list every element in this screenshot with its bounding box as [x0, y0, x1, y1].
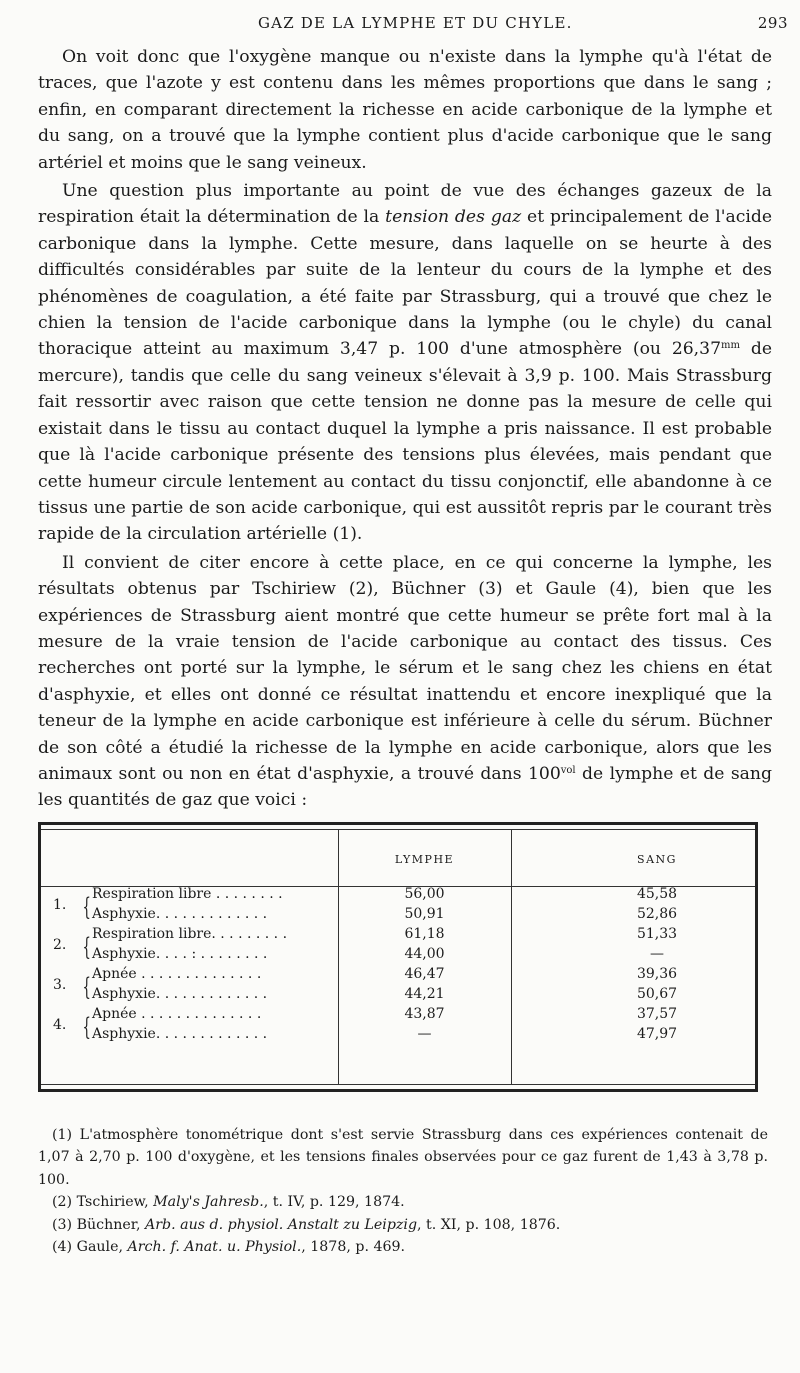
table-row: Respiration libre . . . . . . . . 56,00 45,58	[92, 886, 678, 902]
column-header-lymphe: LYMPHE	[394, 853, 455, 866]
footnotes	[38, 1124, 768, 1258]
main-text	[38, 44, 772, 814]
footnote-1: (1) L'atmosphère tonométrique dont s'est servie Strassburg dans ces expériences contenait de 1,07 à 2,70 p. 100 d'oxygène, et les tensions finales observées pour ce gaz furent de 1,43 à 3,78 p. 100.	[38, 1127, 768, 1188]
italic-term: tension des gaz	[385, 207, 522, 228]
table-row: Apnée . . . . . . . . . . . . . . 43,87 37,57	[92, 1006, 678, 1022]
superscript-mm: mm	[721, 340, 740, 352]
paragraph-3: Il convient de citer encore à cette place, en ce qui concerne la lymphe, les résultats obtenus par Tschiriew (2), Büchner (3) et Gaule (4), bien que les expériences de Strassburg aient montré que cette humeur se prête fort mal à la mesure de la vraie tension de l'acide carbonique au contact des tissus. Ces recherches ont porté sur la lymphe, le sérum et le sang chez les chiens en état d'asphyxie, et elles ont donné ce résultat inattendu et encore inexpliqué que la teneur de la lymphe en acide carbonique est inférieure à celle du sérum. Büchner de son côté a étudié la richesse de la lymphe en acide carbonique, alors que les animaux sont ou non en état d'asphyxie, a trouvé dans $100^{vol}$ de lymphe et de sang les quantités de gaz que voici :	[38, 552, 773, 811]
paragraph-2: Une question plus importante au point de vue des échanges gazeux de la respiration était la détermination de la tension des gaz et principalement de l'acide carbonique dans la lymphe. Cette mesure, dans laquelle on se heurte à des difficultés considérables par suite de la lenteur du cours de la lymphe et des phénomènes de coagulation, a été faite par Strassburg, qui a trouvé que chez le chien la tension de l'acide carbonique dans la lymphe (ou le chyle) du canal thoracique atteint au maximum 3,47 p. 100 d'une atmosphère (ou $26,37^{mm}$ de mercure), tandis que celle du sang veineux s'élevait à 3,9 p. 100. Mais Strassburg fait ressortir avec raison que cette tension ne donne pas la mesure de celle qui existait dans le tissu au contact duquel la lymphe a pris naissance. Il est probable que là l'acide carbonique présente des tensions plus élevées, mais pendant que cette humeur circule lentement au contact du tissu conjonctif, elle abandonne à ce tissus une partie de son acide carbonique, qui est aussitôt repris par le courant très rapide de la circulation artérielle (1).	[38, 181, 773, 545]
footnote-2: (2) Tschiriew, Maly's Jahresb., t. IV, p. 129, 1874.	[52, 1194, 405, 1211]
footnote-3: (3) Büchner, Arb. aus d. physiol. Anstalt zu Leipzig, t. XI, p. 108, 1876.	[52, 1216, 561, 1233]
page-number: 293	[757, 14, 788, 32]
brace-icon: {	[82, 933, 91, 961]
table-row: Asphyxie. . . . . . . . . . . . . — 47,97	[92, 1026, 678, 1042]
table-row: Asphyxie. . . . . . . . . . . . . 44,21 50,67	[92, 986, 678, 1002]
group-number: 1.	[53, 897, 67, 913]
group-number: 2.	[53, 937, 67, 953]
brace-icon: {	[82, 893, 91, 921]
brace-icon: {	[82, 973, 91, 1001]
paragraph-1: On voit donc que l'oxygène manque ou n'existe dans la lymphe qu'à l'état de traces, que l'azote y est contenu dans les mêmes proportions que dans le sang ; enfin, en comparant directement la richesse en acide carbonique de la lymphe et du sang, on a trouvé que la lymphe contient plus d'acide carbonique que le sang artériel et moins que le sang veineux.	[38, 47, 772, 173]
gas-table	[38, 822, 758, 1092]
superscript-vol: vol	[560, 764, 576, 776]
table-row: Apnée . . . . . . . . . . . . . . 46,47 39,36	[92, 966, 678, 982]
running-title: GAZ DE LA LYMPHE ET DU CHYLE.	[258, 14, 573, 32]
group-number: 3.	[53, 977, 67, 993]
table-row: Asphyxie. . . . : . . . . . . . . 44,00 —	[92, 946, 664, 962]
table-row: Respiration libre. . . . . . . . . 61,18 51,33	[92, 926, 678, 942]
brace-icon: {	[82, 1013, 91, 1041]
group-number: 4.	[53, 1017, 67, 1033]
running-header	[0, 14, 800, 40]
footnote-4: (4) Gaule, Arch. f. Anat. u. Physiol., 1878, p. 469.	[52, 1239, 406, 1256]
column-header-sang: SANG	[637, 853, 677, 866]
table-row: Asphyxie. . . . . . . . . . . . . 50,91 52,86	[92, 906, 678, 922]
